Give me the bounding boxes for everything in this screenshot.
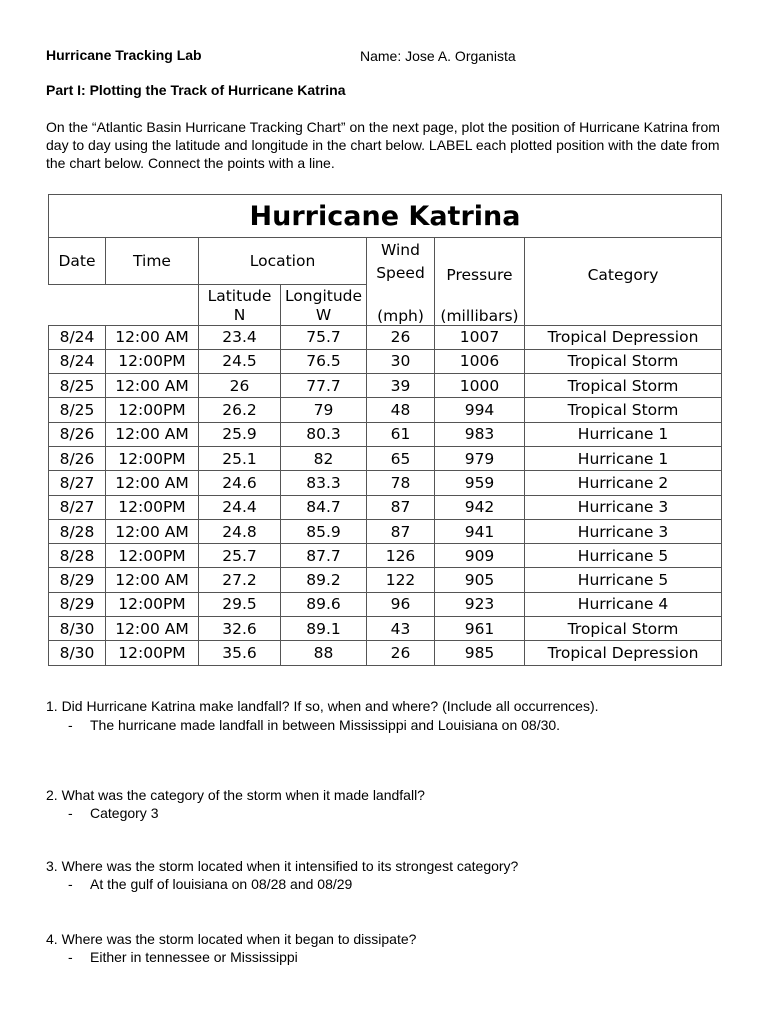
cell-longitude: 89.6 [281, 592, 367, 616]
cell-category: Hurricane 1 [525, 422, 722, 446]
cell-latitude: 24.5 [199, 349, 281, 373]
table-row [49, 617, 722, 641]
cell-longitude: 85.9 [281, 519, 367, 543]
cell-time: 12:00PM [106, 544, 199, 568]
header-time: Time [106, 238, 199, 285]
cell-wind-speed: 96 [367, 592, 435, 616]
table-row [49, 495, 722, 519]
cell-wind-speed: 87 [367, 495, 435, 519]
header-wind-unit: (mph) [367, 284, 435, 325]
cell-wind-speed: 39 [367, 374, 435, 398]
header-longitude-label: Longitude [284, 286, 363, 305]
cell-latitude: 29.5 [199, 592, 281, 616]
cell-longitude: 77.7 [281, 374, 367, 398]
cell-longitude: 83.3 [281, 471, 367, 495]
cell-category: Tropical Storm [525, 349, 722, 373]
cell-date: 8/26 [49, 422, 106, 446]
cell-latitude: 24.4 [199, 495, 281, 519]
cell-time: 12:00 AM [106, 568, 199, 592]
cell-time: 12:00PM [106, 349, 199, 373]
cell-pressure: 985 [435, 641, 525, 665]
answer-4 [68, 948, 298, 966]
cell-category: Tropical Storm [525, 617, 722, 641]
cell-date: 8/29 [49, 568, 106, 592]
table-row [49, 592, 722, 616]
cell-latitude: 26.2 [199, 398, 281, 422]
header-category-blank [525, 284, 722, 325]
cell-category: Hurricane 2 [525, 471, 722, 495]
header-category: Category [525, 238, 722, 285]
cell-time: 12:00 AM [106, 471, 199, 495]
cell-time: 12:00PM [106, 641, 199, 665]
cell-pressure: 959 [435, 471, 525, 495]
cell-pressure: 994 [435, 398, 525, 422]
cell-longitude: 79 [281, 398, 367, 422]
cell-longitude: 89.1 [281, 617, 367, 641]
cell-pressure: 1006 [435, 349, 525, 373]
cell-time: 12:00 AM [106, 617, 199, 641]
answer-1-text: The hurricane made landfall in between Mississippi and Louisiana on 08/30. [90, 717, 561, 733]
table-title: Hurricane Katrina [49, 195, 722, 238]
cell-time: 12:00PM [106, 592, 199, 616]
cell-pressure: 1000 [435, 374, 525, 398]
table-row [49, 568, 722, 592]
cell-longitude: 82 [281, 446, 367, 470]
cell-wind-speed: 122 [367, 568, 435, 592]
cell-date: 8/25 [49, 398, 106, 422]
cell-date: 8/27 [49, 495, 106, 519]
cell-time: 12:00 AM [106, 519, 199, 543]
table-row [49, 349, 722, 373]
header-longitude [281, 284, 367, 325]
lab-title: Hurricane Tracking Lab [46, 47, 202, 63]
cell-category: Tropical Depression [525, 325, 722, 349]
cell-wind-speed: 48 [367, 398, 435, 422]
cell-category: Tropical Depression [525, 641, 722, 665]
cell-time: 12:00 AM [106, 422, 199, 446]
cell-category: Hurricane 1 [525, 446, 722, 470]
header-location: Location [199, 238, 367, 285]
cell-time: 12:00PM [106, 495, 199, 519]
cell-date: 8/24 [49, 349, 106, 373]
header-pressure-unit: (millibars) [435, 284, 525, 325]
cell-latitude: 25.7 [199, 544, 281, 568]
cell-pressure: 923 [435, 592, 525, 616]
cell-longitude: 75.7 [281, 325, 367, 349]
cell-pressure: 942 [435, 495, 525, 519]
table-row [49, 519, 722, 543]
cell-latitude: 24.6 [199, 471, 281, 495]
hurricane-data-table [48, 194, 722, 666]
part-title: Part I: Plotting the Track of Hurricane Katrina [46, 82, 346, 98]
cell-pressure: 941 [435, 519, 525, 543]
cell-latitude: 27.2 [199, 568, 281, 592]
cell-category: Hurricane 5 [525, 568, 722, 592]
cell-date: 8/25 [49, 374, 106, 398]
cell-longitude: 84.7 [281, 495, 367, 519]
cell-category: Hurricane 3 [525, 495, 722, 519]
cell-date: 8/30 [49, 617, 106, 641]
answer-dash: - [68, 876, 73, 892]
table-row [49, 398, 722, 422]
header-date: Date [49, 238, 106, 285]
cell-pressure: 979 [435, 446, 525, 470]
cell-longitude: 80.3 [281, 422, 367, 446]
answer-2-text: Category 3 [90, 805, 159, 821]
cell-latitude: 35.6 [199, 641, 281, 665]
cell-category: Hurricane 4 [525, 592, 722, 616]
table-row [49, 544, 722, 568]
cell-wind-speed: 43 [367, 617, 435, 641]
header-latitude [199, 284, 281, 325]
cell-pressure: 1007 [435, 325, 525, 349]
cell-category: Tropical Storm [525, 398, 722, 422]
cell-wind-speed: 26 [367, 325, 435, 349]
table-row [49, 374, 722, 398]
cell-wind-speed: 61 [367, 422, 435, 446]
header-latitude-unit: N [233, 305, 246, 324]
question-4: 4. Where was the storm located when it began to dissipate? [46, 931, 417, 947]
cell-wind-speed: 30 [367, 349, 435, 373]
cell-pressure: 983 [435, 422, 525, 446]
header-pressure: Pressure [435, 238, 525, 285]
header-latitude-label: Latitude [207, 286, 272, 305]
header-longitude-unit: W [315, 305, 332, 324]
cell-category: Hurricane 5 [525, 544, 722, 568]
student-name: Name: Jose A. Organista [360, 48, 516, 64]
answer-2 [68, 804, 158, 822]
table-row [49, 422, 722, 446]
cell-date: 8/28 [49, 519, 106, 543]
cell-wind-speed: 65 [367, 446, 435, 470]
question-1: 1. Did Hurricane Katrina make landfall? If so, when and where? (Include all occurrences). [46, 698, 599, 714]
cell-category: Hurricane 3 [525, 519, 722, 543]
cell-latitude: 25.9 [199, 422, 281, 446]
instructions-paragraph: On the “Atlantic Basin Hurricane Tracking Chart” on the next page, plot the position of Hurricane Katrina from day to day using the latitude and longitude in the chart below. LABEL each plotted position with the date from the chart below. Connect the points with a line. [46, 119, 720, 171]
cell-date: 8/30 [49, 641, 106, 665]
answer-dash: - [68, 717, 73, 733]
header-wind-line2: Speed [367, 261, 435, 284]
cell-latitude: 24.8 [199, 519, 281, 543]
table-row [49, 641, 722, 665]
cell-time: 12:00 AM [106, 374, 199, 398]
table-row [49, 446, 722, 470]
cell-pressure: 961 [435, 617, 525, 641]
question-2: 2. What was the category of the storm when it made landfall? [46, 787, 425, 803]
cell-pressure: 905 [435, 568, 525, 592]
cell-date: 8/26 [49, 446, 106, 470]
cell-date: 8/29 [49, 592, 106, 616]
question-3: 3. Where was the storm located when it intensified to its strongest category? [46, 858, 519, 874]
answer-dash: - [68, 949, 73, 965]
cell-time: 12:00PM [106, 446, 199, 470]
cell-wind-speed: 126 [367, 544, 435, 568]
header-wind-line1: Wind [367, 238, 435, 262]
cell-longitude: 88 [281, 641, 367, 665]
cell-time: 12:00PM [106, 398, 199, 422]
table-row [49, 325, 722, 349]
cell-latitude: 26 [199, 374, 281, 398]
cell-wind-speed: 87 [367, 519, 435, 543]
table-row [49, 471, 722, 495]
cell-date: 8/28 [49, 544, 106, 568]
cell-latitude: 32.6 [199, 617, 281, 641]
answer-3-text: At the gulf of louisiana on 08/28 and 08/29 [90, 876, 353, 892]
cell-longitude: 76.5 [281, 349, 367, 373]
cell-latitude: 23.4 [199, 325, 281, 349]
cell-time: 12:00 AM [106, 325, 199, 349]
cell-longitude: 89.2 [281, 568, 367, 592]
cell-wind-speed: 78 [367, 471, 435, 495]
answer-3 [68, 875, 352, 893]
answer-dash: - [68, 805, 73, 821]
answer-1 [68, 716, 560, 734]
answer-4-text: Either in tennessee or Mississippi [90, 949, 298, 965]
cell-date: 8/27 [49, 471, 106, 495]
cell-wind-speed: 26 [367, 641, 435, 665]
cell-category: Tropical Storm [525, 374, 722, 398]
cell-latitude: 25.1 [199, 446, 281, 470]
cell-date: 8/24 [49, 325, 106, 349]
cell-longitude: 87.7 [281, 544, 367, 568]
table-body [49, 325, 722, 665]
cell-pressure: 909 [435, 544, 525, 568]
